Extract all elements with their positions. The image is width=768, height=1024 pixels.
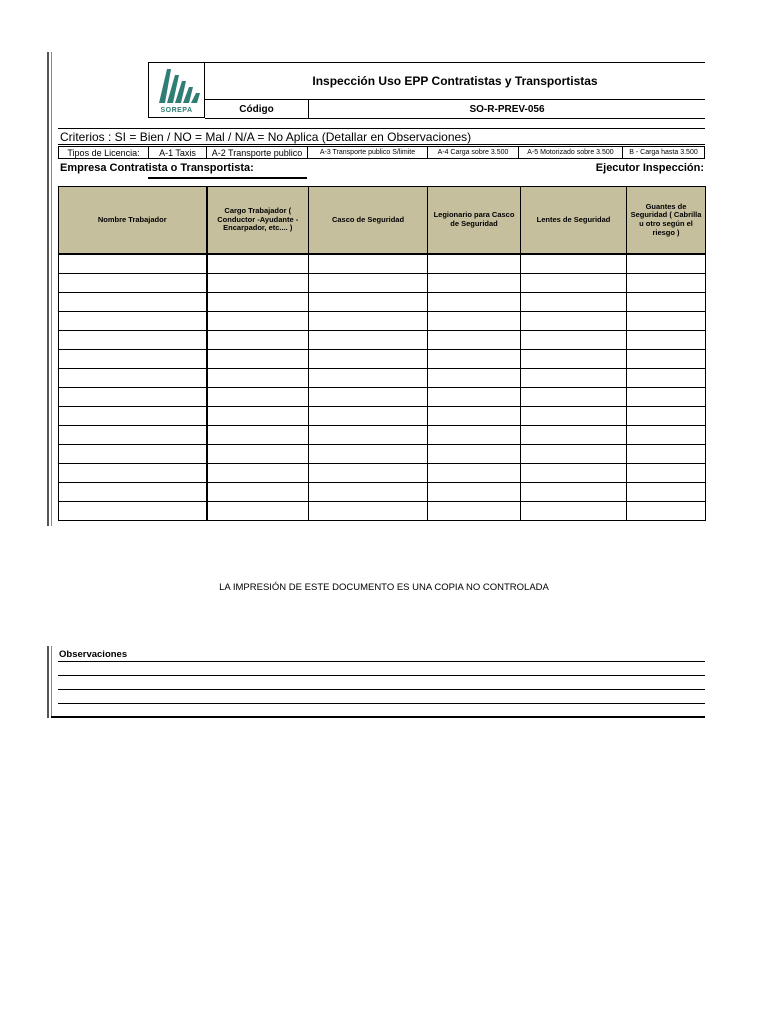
cell-worker-name[interactable] — [59, 483, 207, 502]
cell-worker-position[interactable] — [207, 407, 309, 426]
cell-safety-glasses[interactable] — [521, 502, 627, 521]
cell-helmet-legionnaire[interactable] — [428, 369, 521, 388]
cell-worker-name[interactable] — [59, 502, 207, 521]
observations-line[interactable] — [58, 661, 705, 662]
cell-safety-gloves[interactable] — [627, 464, 706, 483]
inspection-table-body — [59, 254, 706, 521]
cell-helmet-legionnaire[interactable] — [428, 407, 521, 426]
cell-safety-helmet[interactable] — [309, 464, 428, 483]
obs-margin-bar — [47, 646, 49, 718]
cell-safety-glasses[interactable] — [521, 274, 627, 293]
cell-worker-position[interactable] — [207, 464, 309, 483]
sorepa-logo-icon — [149, 63, 206, 109]
cell-worker-name[interactable] — [59, 426, 207, 445]
table-row — [59, 312, 706, 331]
cell-safety-gloves[interactable] — [627, 331, 706, 350]
license-type-a5: A-5 Motorizado sobre 3.500 — [519, 147, 623, 158]
table-row — [59, 293, 706, 312]
cell-safety-helmet[interactable] — [309, 426, 428, 445]
cell-helmet-legionnaire[interactable] — [428, 445, 521, 464]
table-row — [59, 254, 706, 274]
cell-worker-position[interactable] — [207, 350, 309, 369]
cell-safety-helmet[interactable] — [309, 483, 428, 502]
cell-safety-gloves[interactable] — [627, 445, 706, 464]
cell-worker-name[interactable] — [59, 293, 207, 312]
license-label: Tipos de Licencia: — [59, 147, 149, 158]
cell-safety-gloves[interactable] — [627, 312, 706, 331]
uncontrolled-copy-note: LA IMPRESIÓN DE ESTE DOCUMENTO ES UNA COPIA NO CONTROLADA — [219, 582, 549, 593]
cell-safety-gloves[interactable] — [627, 254, 706, 274]
col-header-safety-glasses: Lentes de Seguridad — [521, 187, 627, 255]
table-row — [59, 388, 706, 407]
table-row — [59, 426, 706, 445]
cell-safety-glasses[interactable] — [521, 426, 627, 445]
observations-line[interactable] — [58, 675, 705, 676]
company-field-line[interactable] — [148, 177, 307, 179]
cell-safety-helmet[interactable] — [309, 274, 428, 293]
cell-safety-helmet[interactable] — [309, 331, 428, 350]
cell-helmet-legionnaire[interactable] — [428, 426, 521, 445]
col-header-safety-helmet: Casco de Seguridad — [309, 187, 428, 255]
cell-safety-helmet[interactable] — [309, 388, 428, 407]
cell-worker-position[interactable] — [207, 388, 309, 407]
document-title: Inspección Uso EPP Contratistas y Transportistas — [205, 62, 705, 100]
cell-worker-name[interactable] — [59, 254, 207, 274]
cell-helmet-legionnaire[interactable] — [428, 254, 521, 274]
license-type-a3: A-3 Transporte publico S/limite — [308, 147, 428, 158]
license-type-a4: A-4 Carga sobre 3.500 — [428, 147, 519, 158]
license-type-a1: A-1 Taxis — [149, 147, 207, 158]
cell-safety-gloves[interactable] — [627, 274, 706, 293]
cell-safety-glasses[interactable] — [521, 312, 627, 331]
col-header-worker-name: Nombre Trabajador — [59, 187, 207, 255]
license-type-a2: A-2 Transporte publico — [207, 147, 308, 158]
license-type-b: B - Carga hasta 3.500 — [629, 149, 698, 156]
cell-safety-glasses[interactable] — [521, 293, 627, 312]
cell-worker-name[interactable] — [59, 388, 207, 407]
cell-worker-position[interactable] — [207, 254, 309, 274]
cell-safety-helmet[interactable] — [309, 369, 428, 388]
cell-safety-gloves[interactable] — [627, 407, 706, 426]
table-row — [59, 502, 706, 521]
cell-worker-position[interactable] — [207, 445, 309, 464]
table-row — [59, 407, 706, 426]
cell-worker-position[interactable] — [207, 483, 309, 502]
cell-safety-helmet[interactable] — [309, 445, 428, 464]
table-row — [59, 483, 706, 502]
cell-worker-position[interactable] — [207, 426, 309, 445]
cell-safety-gloves[interactable] — [627, 426, 706, 445]
cell-safety-helmet[interactable] — [309, 312, 428, 331]
cell-safety-gloves[interactable] — [627, 293, 706, 312]
col-header-safety-gloves: Guantes de Seguridad ( Cabrilla u otro según el riesgo ) — [627, 187, 706, 255]
cell-helmet-legionnaire[interactable] — [428, 502, 521, 521]
cell-safety-gloves[interactable] — [627, 350, 706, 369]
observations-bottom-border — [51, 716, 705, 718]
cell-safety-glasses[interactable] — [521, 445, 627, 464]
col-header-worker-position: Cargo Trabajador ( Conductor -Ayudante - Encarpador, etc.... ) — [207, 187, 309, 255]
code-value: SO-R-PREV-056 — [309, 100, 705, 119]
observations-line[interactable] — [58, 703, 705, 704]
cell-safety-glasses[interactable] — [521, 388, 627, 407]
cell-worker-name[interactable] — [59, 350, 207, 369]
cell-safety-glasses[interactable] — [521, 331, 627, 350]
table-row — [59, 445, 706, 464]
cell-helmet-legionnaire[interactable] — [428, 350, 521, 369]
cell-safety-helmet[interactable] — [309, 502, 428, 521]
cell-helmet-legionnaire[interactable] — [428, 388, 521, 407]
inspection-table — [58, 186, 706, 521]
cell-safety-glasses[interactable] — [521, 254, 627, 274]
cell-safety-glasses[interactable] — [521, 407, 627, 426]
cell-worker-name[interactable] — [59, 407, 207, 426]
code-label: Código — [205, 100, 309, 119]
left-margin-bar-inner — [51, 52, 52, 526]
criteria-text: Criterios : SI = Bien / NO = Mal / N/A = No Aplica (Detallar en Observaciones) — [58, 128, 705, 145]
cell-worker-name[interactable] — [59, 464, 207, 483]
cell-safety-helmet[interactable] — [309, 293, 428, 312]
cell-worker-position[interactable] — [207, 502, 309, 521]
cell-worker-position[interactable] — [207, 369, 309, 388]
logo-text: SOREPA — [160, 107, 193, 114]
cell-safety-helmet[interactable] — [309, 350, 428, 369]
table-row — [59, 369, 706, 388]
cell-helmet-legionnaire[interactable] — [428, 464, 521, 483]
cell-safety-glasses[interactable] — [521, 350, 627, 369]
table-row — [59, 331, 706, 350]
cell-worker-position[interactable] — [207, 293, 309, 312]
cell-worker-name[interactable] — [59, 331, 207, 350]
observations-label: Observaciones — [59, 649, 128, 660]
cell-worker-name[interactable] — [59, 312, 207, 331]
table-row — [59, 350, 706, 369]
left-margin-bar — [47, 52, 49, 526]
license-types-row — [58, 146, 705, 159]
observations-line[interactable] — [58, 689, 705, 690]
cell-helmet-legionnaire[interactable] — [428, 483, 521, 502]
cell-helmet-legionnaire[interactable] — [428, 293, 521, 312]
obs-margin-bar-inner — [51, 646, 52, 718]
cell-helmet-legionnaire[interactable] — [428, 312, 521, 331]
cell-helmet-legionnaire[interactable] — [428, 331, 521, 350]
cell-worker-position[interactable] — [207, 331, 309, 350]
cell-worker-position[interactable] — [207, 274, 309, 293]
cell-safety-gloves[interactable] — [627, 483, 706, 502]
cell-safety-helmet[interactable] — [309, 254, 428, 274]
cell-worker-name[interactable] — [59, 445, 207, 464]
cell-worker-name[interactable] — [59, 369, 207, 388]
cell-helmet-legionnaire[interactable] — [428, 274, 521, 293]
table-row — [59, 274, 706, 293]
company-logo — [148, 62, 205, 118]
cell-safety-gloves[interactable] — [627, 388, 706, 407]
col-header-helmet-legionnaire: Legionario para Casco de Seguridad — [428, 187, 521, 255]
cell-safety-helmet[interactable] — [309, 407, 428, 426]
cell-worker-name[interactable] — [59, 274, 207, 293]
cell-safety-glasses[interactable] — [521, 369, 627, 388]
table-row — [59, 464, 706, 483]
cell-safety-glasses[interactable] — [521, 483, 627, 502]
company-label: Empresa Contratista o Transportista: — [60, 162, 254, 174]
cell-safety-gloves[interactable] — [627, 369, 706, 388]
executor-label: Ejecutor Inspección: — [595, 162, 704, 174]
cell-safety-gloves[interactable] — [627, 502, 706, 521]
cell-safety-glasses[interactable] — [521, 464, 627, 483]
cell-worker-position[interactable] — [207, 312, 309, 331]
